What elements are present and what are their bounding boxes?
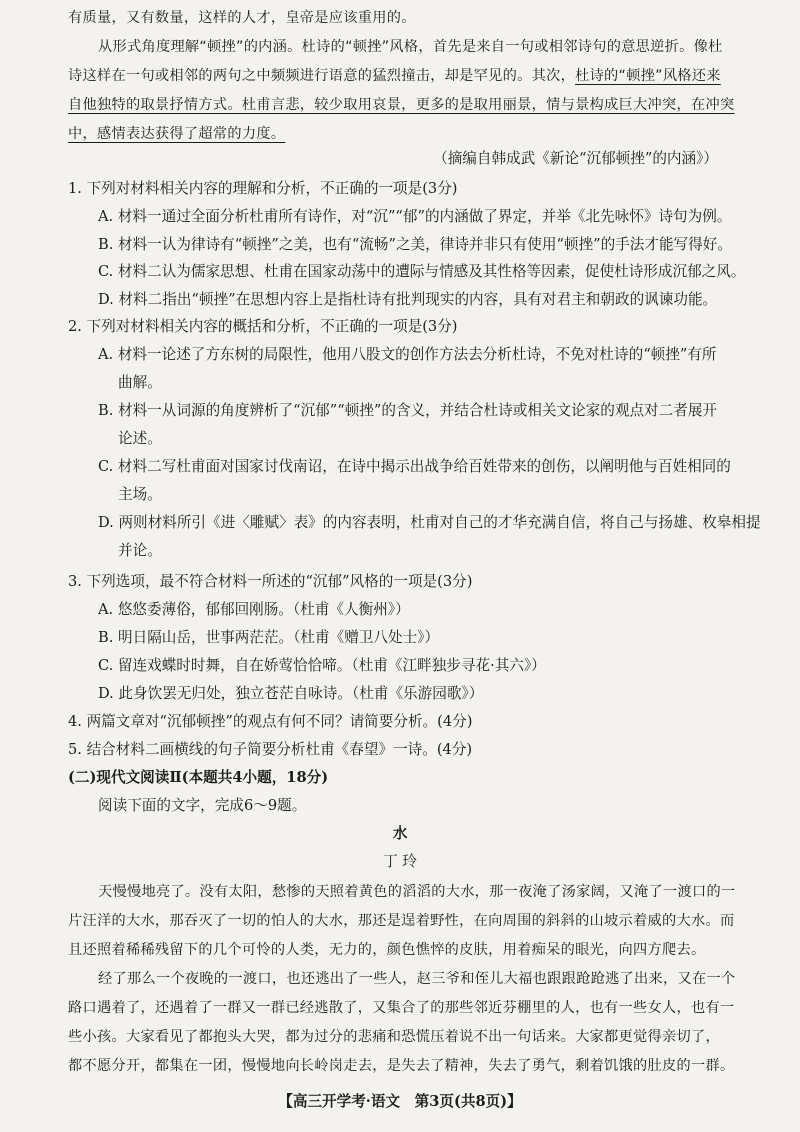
story-paragraph-line: 些小孩。大家看见了都抱头大哭，都为过分的悲痛和恐慌压着说不出一句话来。大家都更觉得亲切了， bbox=[68, 1029, 720, 1045]
story-title: 水 bbox=[392, 825, 408, 842]
underlined-sentence: 中，感情表达获得了超常的力度。 bbox=[68, 126, 286, 142]
story-paragraph-line: 都不愿分开，都集在一团，慢慢地向长岭岗走去，是失去了精神，失去了勇气，剩着饥饿的肚皮的一群。 bbox=[68, 1058, 735, 1074]
question-2-option-c: C. 材料二写杜甫面对国家讨伐南诏，在诗中揭示出战争给百姓带来的创伤，以阐明他与百姓相同的 bbox=[98, 458, 731, 475]
material-line: 有质量，又有数量，这样的人才，皇帝是应该重用的。 bbox=[68, 10, 416, 26]
source-citation: （摘编自韩成武《新论“沉郁顿挫”的内涵》） bbox=[433, 150, 718, 167]
question-2-option-a-cont: 曲解。 bbox=[118, 374, 162, 391]
question-1-option-d: D. 材料二指出“顿挫”在思想内容上是指杜诗有批判现实的内容，具有对君主和朝政的讽谏功能。 bbox=[98, 291, 718, 308]
story-paragraph-line: 片汪洋的大水，那吞灭了一切的怕人的大水，那还是逞着野性，在向周围的斜斜的山坡示着威的大水。而 bbox=[68, 913, 735, 929]
question-3-option-a: A. 悠悠委薄俗，郁郁回刚肠。（杜甫《人衡州》） bbox=[98, 601, 410, 618]
question-3-option-c: C. 留连戏蝶时时舞，自在娇莺恰恰啼。（杜甫《江畔独步寻花·其六》） bbox=[98, 657, 546, 674]
question-2-option-d-cont: 并论。 bbox=[118, 542, 162, 559]
question-2-stem: 2. 下列对材料相关内容的概括和分析，不正确的一项是(3分) bbox=[68, 318, 458, 335]
material-text: 诗这样在一句或相邻的两句之中频频进行语意的猛烈撞击，却是罕见的。其次， bbox=[68, 68, 576, 84]
story-paragraph-line: 且还照着稀稀残留下的几个可怜的人类，无力的，颜色憔悴的皮肤，用着痴呆的眼光，向四方爬去。 bbox=[68, 942, 706, 958]
story-paragraph-line: 经了那么一个夜晚的一渡口，也还逃出了一些人，赵三爷和侄儿大福也跟跟跄跄逃了出来，又在一个 bbox=[98, 971, 736, 987]
section-instruction: 阅读下面的文字，完成6～9题。 bbox=[98, 797, 307, 814]
question-4: 4. 两篇文章对“沉郁顿挫”的观点有何不同？请简要分析。(4分) bbox=[68, 713, 473, 730]
question-1-stem: 1. 下列对材料相关内容的理解和分析，不正确的一项是(3分) bbox=[68, 180, 458, 197]
question-5: 5. 结合材料二画横线的句子简要分析杜甫《春望》一诗。(4分) bbox=[68, 741, 473, 758]
question-1-option-a: A. 材料一通过全面分析杜甫所有诗作，对“沉”“郁”的内涵做了界定，并举《北先咏怀》诗句为例。 bbox=[98, 208, 732, 225]
question-2-option-a: A. 材料一论述了方东树的局限性，他用八股文的创作方法去分析杜诗，不免对杜诗的“顿挫”有所 bbox=[98, 346, 717, 363]
underlined-sentence: 杜诗的“顿挫”风格还来 bbox=[575, 68, 721, 84]
story-paragraph-line: 路口遇着了，还遇着了一群又一群已经逃散了，又集合了的那些邻近芬棚里的人，也有一些女人，也有一 bbox=[68, 1000, 735, 1016]
question-2-option-c-cont: 主场。 bbox=[118, 486, 162, 503]
question-1-option-c: C. 材料二认为儒家思想、杜甫在国家动荡中的遭际与情感及其性格等因素，促使杜诗形成沉郁之风。 bbox=[98, 263, 746, 280]
question-3-option-d: D. 此身饮罢无归处，独立苍茫自咏诗。（杜甫《乐游园歌》） bbox=[98, 685, 484, 702]
material-line: 从形式角度理解“顿挫”的内涵。杜诗的“顿挫”风格，首先是来自一句或相邻诗句的意思逆折。像杜 bbox=[98, 39, 723, 55]
material-line bbox=[68, 66, 721, 86]
question-3-stem: 3. 下列选项，最不符合材料一所述的“沉郁”风格的一项是(3分) bbox=[68, 573, 473, 590]
underlined-sentence: 自他独特的取景抒情方式。杜甫言悲，较少取用哀景，更多的是取用丽景，情与景构成巨大冲突，在冲突 bbox=[68, 97, 735, 113]
question-3-option-b: B. 明日隔山岳，世事两茫茫。（杜甫《赠卫八处士》） bbox=[98, 629, 440, 646]
question-2-option-d: D. 两则材料所引《进〈雕赋〉表》的内容表明，杜甫对自己的才华充满自信，将自己与扬雄、枚皋相提 bbox=[98, 514, 761, 531]
page-footer: 【高三开学考·语文 第3页(共8页)】 bbox=[278, 1093, 522, 1110]
section-heading: (二)现代文阅读Ⅱ(本题共4小题，18分) bbox=[68, 769, 329, 786]
story-paragraph-line: 天慢慢地亮了。没有太阳，愁惨的天照着黄色的滔滔的大水，那一夜淹了汤家阔，又淹了一渡口的一 bbox=[98, 884, 736, 900]
question-1-option-b: B. 材料一认为律诗有“顿挫”之美，也有“流畅”之美，律诗并非只有使用“顿挫”的手法才能写得好。 bbox=[98, 236, 732, 253]
story-author: 丁 玲 bbox=[383, 853, 417, 870]
question-2-option-b: B. 材料一从词源的角度辨析了“沉郁”“顿挫”的含义，并结合杜诗或相关文论家的观点对二者展开 bbox=[98, 402, 718, 419]
question-2-option-b-cont: 论述。 bbox=[118, 430, 162, 447]
